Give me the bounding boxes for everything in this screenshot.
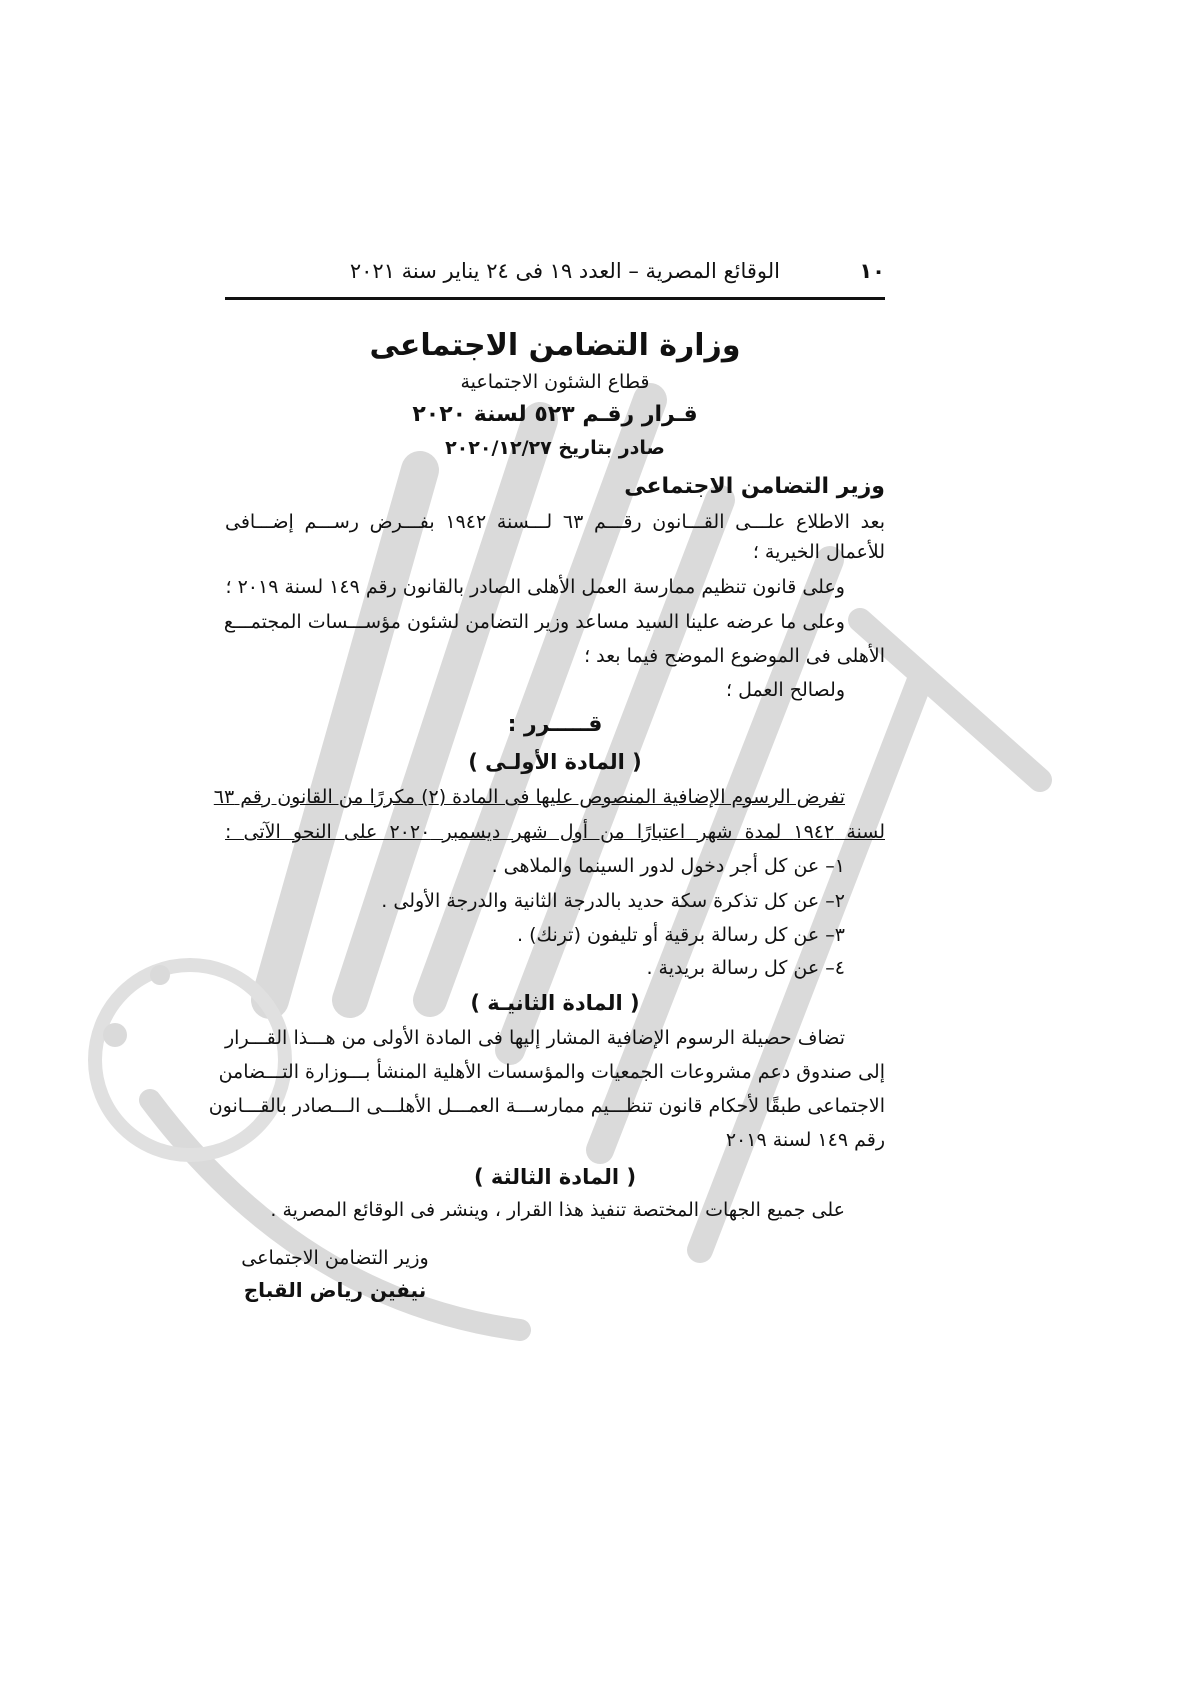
signature-title: وزير التضامن الاجتماعى <box>241 1247 429 1269</box>
ministry-title: وزارة التضامن الاجتماعى <box>369 328 741 363</box>
article-2-line: رقم ١٤٩ لسنة ٢٠١٩ <box>725 1129 885 1151</box>
decided-heading: قـــــرر : <box>507 712 603 737</box>
article-3-line: على جميع الجهات المختصة تنفيذ هذا القرار ، وينشر فى الوقائع المصرية . <box>270 1199 845 1221</box>
preamble-line: الأهلى فى الموضوع الموضح فيما بعد ؛ <box>584 645 885 667</box>
page-number: ١٠ <box>859 259 885 283</box>
article-2-line: الاجتماعى طبقًا لأحكام قانون تنظـــيم ممارســـة العمـــل الأهلـــى الـــصادر بالقـــانون <box>208 1095 885 1117</box>
article-2-line: تضاف حصيلة الرسوم الإضافية المشار إليها فى المادة الأولى من هـــذا القـــرار <box>225 1027 845 1049</box>
article-1-title: ( المادة الأولـى ) <box>468 750 642 774</box>
preamble-line: بعد الاطلاع علـــى القـــانون رقـــم ٦٣ لـــسنة ١٩٤٢ بفـــرض رســـم إضـــافى <box>225 511 886 533</box>
article-1-item: ٢– عن كل تذكرة سكة حديد بالدرجة الثانية والدرجة الأولى . <box>381 890 845 912</box>
gazette-header: الوقائع المصرية – العدد ١٩ فى ٢٤ يناير سنة ٢٠٢١ <box>349 259 780 283</box>
preamble-line: للأعمال الخيرية ؛ <box>752 541 885 563</box>
article-3-title: ( المادة الثالثة ) <box>473 1165 637 1189</box>
decision-date: صادر بتاريخ ٢٠٢٠/١٢/٢٧ <box>445 437 665 459</box>
article-1-item: ١– عن كل أجر دخول لدور السينما والملاهى . <box>491 855 845 877</box>
article-2-line: إلى صندوق دعم مشروعات الجمعيات والمؤسسات الأهلية المنشأ بـــوزارة التـــضامن <box>218 1061 885 1083</box>
header-divider <box>225 297 885 300</box>
decision-number: قـرار رقـم ٥٢٣ لسنة ٢٠٢٠ <box>412 402 698 427</box>
minister-heading: وزير التضامن الاجتماعى <box>624 474 885 499</box>
preamble-line: وعلى ما عرضه علينا السيد مساعد وزير التضامن لشئون مؤســـسات المجتمـــع <box>223 611 845 633</box>
article-2-title: ( المادة الثانيـة ) <box>470 991 640 1015</box>
preamble-line: وعلى قانون تنظيم ممارسة العمل الأهلى الصادر بالقانون رقم ١٤٩ لسنة ٢٠١٩ ؛ <box>225 576 845 598</box>
sector-name: قطاع الشئون الاجتماعية <box>460 371 650 393</box>
article-1-line: لسنة ١٩٤٢ لمدة شهر اعتبارًا من أول شهر ديسمبر ٢٠٢٠ على النحو الآتى : <box>225 821 885 843</box>
preamble-line: ولصالح العمل ؛ <box>725 679 845 701</box>
signature-name: نيفين رياض القباج <box>243 1278 427 1302</box>
article-1-item: ٣– عن كل رسالة برقية أو تليفون (ترنك) . <box>517 924 845 946</box>
article-1-item: ٤– عن كل رسالة بريدية . <box>646 957 845 979</box>
article-1-line: تفرض الرسوم الإضافية المنصوص عليها فى المادة (٢) مكررًا من القانون رقم ٦٣ <box>213 786 845 808</box>
